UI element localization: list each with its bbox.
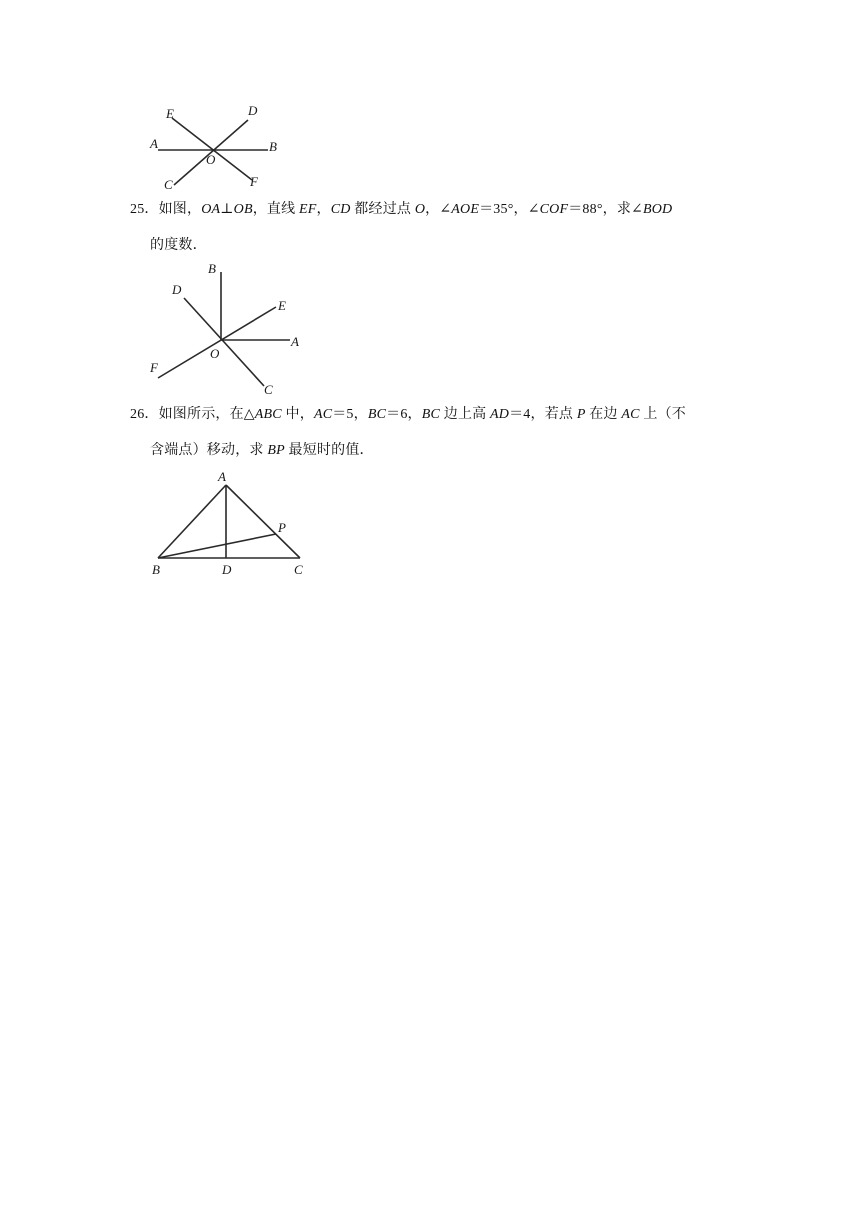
label-a: A [150, 136, 158, 151]
q25-segment-3: OB [233, 202, 253, 217]
q25-segment-14: ＝88°，求∠ [568, 202, 643, 217]
q26-segment-7: BC [421, 407, 441, 422]
q26-segment-3: AC [313, 407, 333, 422]
q25-line1 [130, 200, 672, 220]
q26-line2 [150, 441, 374, 461]
q26-line2-segment-2: 最短时的值． [284, 443, 374, 458]
q25-segment-8: 都经过点 [350, 202, 415, 217]
q25-segment-9: O [414, 202, 426, 217]
label-a: A [291, 334, 299, 349]
label-o: O [206, 152, 216, 167]
q25-segment-5: EF [299, 202, 317, 217]
q26-segment-6: ＝6， [386, 407, 422, 422]
label-p: P [278, 520, 286, 535]
label-c: C [264, 382, 273, 397]
label-f: F [250, 174, 258, 189]
q25-segment-0: 如图， [158, 202, 202, 217]
label-b: B [152, 562, 160, 577]
figure-q26-svg [148, 468, 316, 580]
figure-intersecting-lines-svg [148, 100, 288, 192]
figure-q26-triangle [148, 468, 316, 580]
q26-segment-8: 边上高 [440, 407, 491, 422]
label-c: C [294, 562, 303, 577]
q25-text [159, 202, 673, 217]
label-d: D [222, 562, 232, 577]
label-a: A [218, 469, 226, 484]
q26-segment-0: 如图所示，在△ [158, 407, 255, 422]
q25-segment-11: AOE [451, 202, 480, 217]
q26-segment-14: 上（不 [639, 407, 686, 422]
q25-segment-13: COF [539, 202, 569, 217]
q25-segment-6: ， [316, 202, 331, 217]
label-c: C [164, 177, 173, 192]
q25-segment-15: BOD [642, 202, 673, 217]
q26-segment-12: 在边 [585, 407, 622, 422]
q25-line2: 的度数． [150, 238, 207, 253]
q25-segment-7: CD [330, 202, 351, 217]
label-d: D [172, 282, 182, 297]
q25-segment-10: ，∠ [425, 202, 452, 217]
q26-text [159, 407, 686, 422]
q25-number: 25． [130, 202, 159, 217]
label-e: E [278, 298, 286, 313]
q26-segment-11: P [576, 407, 586, 422]
line-ef [158, 307, 276, 378]
label-o: O [210, 346, 220, 361]
q26-segment-13: AC [621, 407, 640, 422]
figure-q25 [148, 262, 308, 398]
q26-segment-5: BC [367, 407, 387, 422]
q26-line2-segment-0: 含端点）移动，求 [150, 443, 268, 458]
q26-text-line2 [150, 443, 374, 458]
label-d: D [248, 103, 258, 118]
figure-intersecting-lines [148, 100, 288, 192]
figure-q25-svg [148, 262, 308, 398]
q25-segment-4: ，直线 [252, 202, 300, 217]
label-f: F [150, 360, 158, 375]
label-e: E [166, 106, 174, 121]
q26-segment-9: AD [490, 407, 510, 422]
label-b: B [208, 261, 216, 276]
q26-segment-4: ＝5， [332, 407, 368, 422]
q25-segment-2: ⊥ [220, 202, 234, 217]
q26-segment-1: ABC [254, 407, 282, 422]
q26-segment-2: 中， [281, 407, 314, 422]
q25-segment-1: OA [201, 202, 221, 217]
segment-bp [158, 534, 276, 558]
line-cd [184, 298, 264, 386]
side-ac [226, 485, 300, 558]
q26-line2-segment-1: BP [267, 443, 285, 458]
q26-line1 [130, 405, 686, 425]
q26-number: 26． [130, 407, 159, 422]
q26-segment-10: ＝4，若点 [509, 407, 577, 422]
label-b: B [269, 139, 277, 154]
q25-segment-12: ＝35°，∠ [479, 202, 540, 217]
